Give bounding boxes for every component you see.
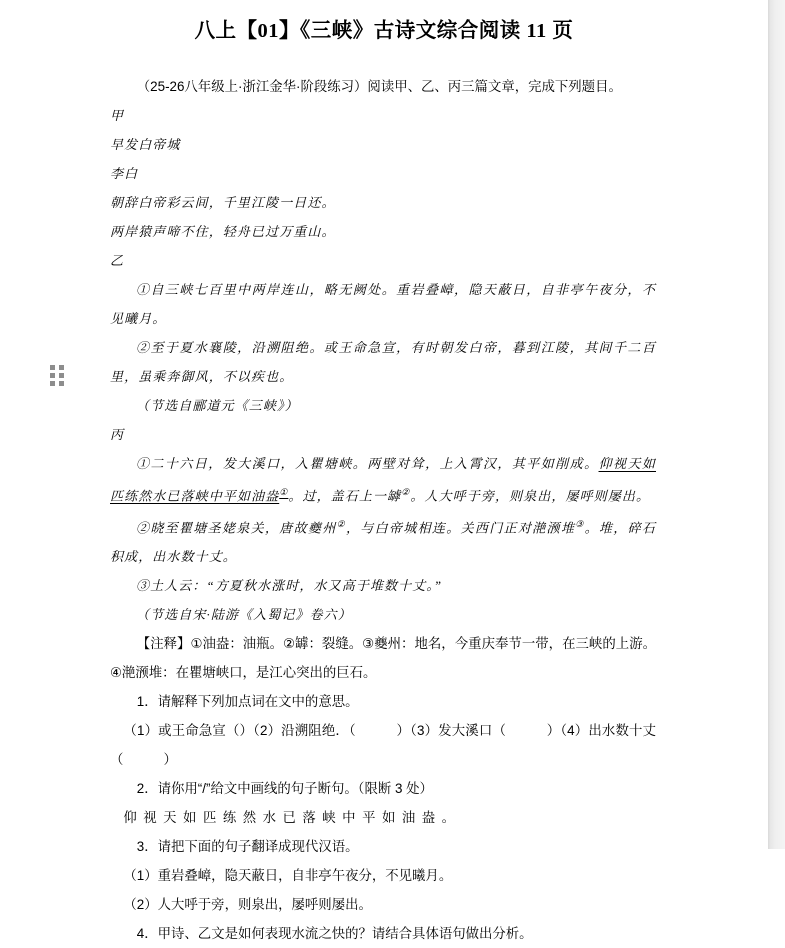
document-body <box>0 46 768 948</box>
bing-paragraph-1 <box>110 449 656 510</box>
bing-p2-suffix: 。堆，碎石积成，出水数十丈。 <box>110 520 656 565</box>
poem-line-1: 朝辞白帝彩云间，千里江陵一日还。 <box>110 194 336 210</box>
bing-p1-suffix: 。人大呼于旁，则泉出，屡呼则屡出。 <box>410 488 651 504</box>
poem-title: 早发白帝城 <box>110 136 181 152</box>
poem-line-2: 两岸猿声啼不住，轻舟已过万重山。 <box>110 223 336 239</box>
question-1-stem <box>110 687 656 716</box>
question-4-number: 4． <box>136 926 158 942</box>
bing-p2-middle: ，与白帝城相连。关西门正对滟滪堆 <box>345 520 576 536</box>
question-3-stem <box>110 832 656 861</box>
question-4-stem <box>110 919 656 948</box>
section-marker-bing: 丙 <box>110 426 125 442</box>
question-1-number: 1． <box>136 694 158 710</box>
notes-line-2: ④滟滪堆：在瞿塘峡口，是江心突出的巨石。 <box>110 665 377 681</box>
notes-block <box>110 629 656 687</box>
bing-attribution: （节选自宋·陆游《入蜀记》卷六） <box>136 607 352 623</box>
drag-dot <box>59 365 64 370</box>
footnote-ref-1: ① <box>279 486 289 497</box>
bing-p1-underlined-clause: 仰视天如匹练然水已落峡中平如油盎 <box>110 455 656 504</box>
question-3-number: 3． <box>136 839 158 855</box>
page-edge-shadow <box>768 0 785 849</box>
notes-line-1: ①油盎：油瓶。②罅：裂缝。③夔州：地名，今重庆奉节一带，在三峡的上游。 <box>190 636 657 652</box>
question-2-text: 请你用“/”给文中画线的句子断句。（限断 3 处） <box>157 781 433 797</box>
drag-dot <box>50 365 55 370</box>
notes-label: 【注释】 <box>136 636 191 652</box>
drag-dot <box>50 381 55 386</box>
footnote-ref-4: ③ <box>575 519 585 530</box>
drag-dot <box>59 373 64 378</box>
bing-p1-middle: 。过，盖石上一罅 <box>288 488 402 504</box>
section-marker-yi: 乙 <box>110 252 125 268</box>
question-3-subitem-2: （2）人大呼于旁，则泉出，屡呼则屡出。 <box>123 897 372 913</box>
footnote-ref-3: ② <box>336 519 346 530</box>
bing-paragraph-2 <box>110 510 656 571</box>
bing-p1-prefix: ①二十六日，发大溪口，入瞿塘峡。两壁对耸，上入霄汉，其平如削成。 <box>136 455 599 471</box>
question-3-subitem-1: （1）重岩叠嶂，隐天蔽日，自非亭午夜分，不见曦月。 <box>123 868 453 884</box>
yi-attribution: （节选自郦道元《三峡》） <box>136 397 299 413</box>
question-2-number: 2． <box>136 781 158 797</box>
drag-handle-dots-icon[interactable] <box>50 364 64 386</box>
footnote-ref-2: ② <box>401 486 411 497</box>
yi-paragraph-1: ①自三峡七百里中两岸连山，略无阙处。重岩叠嶂，隐天蔽日，自非亭午夜分，不见曦月。 <box>110 281 656 326</box>
bing-p2-prefix: ②晓至瞿塘圣姥泉关，唐故夔州 <box>136 520 337 536</box>
bing-paragraph-3: ③土人云：“方夏秋水涨时，水又高于堆数十丈。” <box>136 578 443 594</box>
question-3-text: 请把下面的句子翻译成现代汉语。 <box>157 839 359 855</box>
question-2-stem <box>110 774 656 803</box>
page-title: 八上【01】《三峡》古诗文综合阅读 11 页 <box>194 20 574 42</box>
poem-author: 李白 <box>110 165 139 181</box>
question-1-text: 请解释下列加点词在文中的意思。 <box>157 694 359 710</box>
drag-dot <box>59 381 64 386</box>
source-line: （25-26八年级上·浙江金华·阶段练习）阅读甲、乙、丙三篇文章，完成下列题目。 <box>136 78 622 94</box>
section-marker-jia: 甲 <box>110 107 125 123</box>
question-1-subitems: （1）或王命急宣（）（2）沿溯阻绝．（ ）（3）发大溪口（ ）（4）出水数十丈（ ） <box>110 723 656 768</box>
question-2-sentence: 仰视天如匹练然水已落峡中平如油盎。 <box>123 810 462 826</box>
yi-paragraph-2: ②至于夏水襄陵，沿溯阻绝。或王命急宣，有时朝发白帝，暮到江陵，其间千二百里，虽乘奔御风，不以疾也。 <box>110 339 656 384</box>
drag-dot <box>50 373 55 378</box>
question-4-text: 甲诗、乙文是如何表现水流之快的？请结合具体语句做出分析。 <box>157 926 533 942</box>
